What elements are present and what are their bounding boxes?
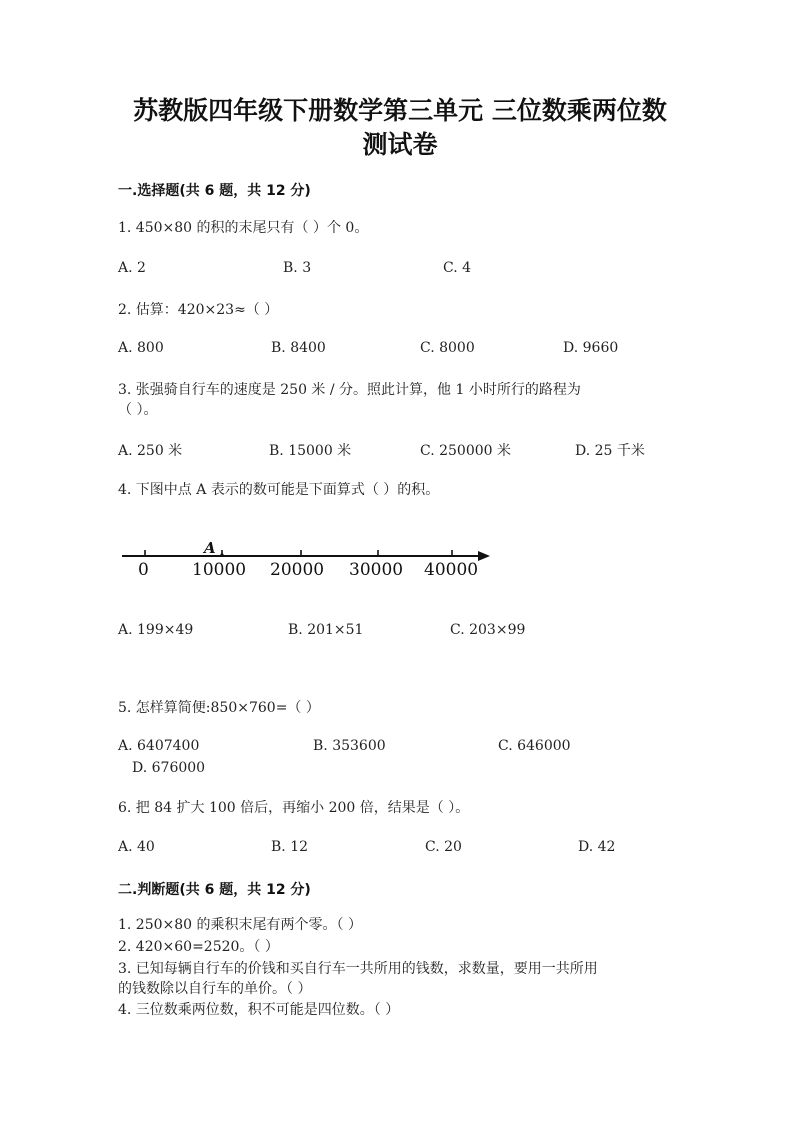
judgement-3-line2: 的钱数除以自行车的单价。（ ） xyxy=(118,981,312,997)
q6-option-d: D. 42 xyxy=(578,839,616,855)
q5-option-d: D. 676000 xyxy=(132,760,206,776)
tick-label-0: 0 xyxy=(138,560,149,580)
q6-option-b: B. 12 xyxy=(271,839,309,855)
q5-option-c: C. 646000 xyxy=(498,738,571,754)
q6-option-c: C. 20 xyxy=(425,839,462,855)
q3-option-d: D. 25 千米 xyxy=(575,443,645,459)
q5-option-a: A. 6407400 xyxy=(118,738,200,754)
q2-option-c: C. 8000 xyxy=(420,340,475,356)
question-5: 5. 怎样算简便:850×760=（ ） xyxy=(118,700,320,716)
tick-label-20000: 20000 xyxy=(270,560,325,580)
judgement-2: 2. 420×60=2520。（ ） xyxy=(118,939,279,955)
number-line-figure xyxy=(118,534,498,584)
q1-option-a: A. 2 xyxy=(118,260,146,276)
tick-label-40000: 40000 xyxy=(424,560,479,580)
judgement-1: 1. 250×80 的乘积末尾有两个零。（ ） xyxy=(118,917,362,933)
page-title-line2: 测试卷 xyxy=(362,130,438,159)
q4-option-c: C. 203×99 xyxy=(450,622,526,638)
question-6: 6. 把 84 扩大 100 倍后，再缩小 200 倍，结果是（ ）。 xyxy=(118,800,470,816)
q1-option-c: C. 4 xyxy=(443,260,472,276)
q3-option-a: A. 250 米 xyxy=(118,443,183,459)
point-a-marker xyxy=(220,553,223,556)
q6-option-a: A. 40 xyxy=(118,839,155,855)
q1-option-b: B. 3 xyxy=(283,260,312,276)
tick-label-10000: 10000 xyxy=(192,560,247,580)
tick-label-30000: 30000 xyxy=(349,560,404,580)
q4-option-b: B. 201×51 xyxy=(288,622,364,638)
question-4: 4. 下图中点 A 表示的数可能是下面算式（ ）的积。 xyxy=(118,482,440,498)
q2-option-a: A. 800 xyxy=(118,340,164,356)
section-heading-choice: 一.选择题(共 6 题，共 12 分) xyxy=(118,183,311,199)
point-a-label: A xyxy=(204,539,216,557)
judgement-4: 4. 三位数乘两位数，积不可能是四位数。（ ） xyxy=(118,1002,400,1018)
q2-option-b: B. 8400 xyxy=(271,340,326,356)
page-title: 苏教版四年级下册数学第三单元 三位数乘两位数 xyxy=(133,96,667,125)
question-3-line2: （ ）。 xyxy=(118,402,158,418)
number-line-arrow xyxy=(478,551,490,561)
question-3: 3. 张强骑自行车的速度是 250 米 / 分。照此计算，他 1 小时所行的路程为 xyxy=(118,382,581,398)
question-2: 2. 估算：420×23≈（ ） xyxy=(118,302,279,318)
question-1: 1. 450×80 的积的末尾只有（ ）个 0。 xyxy=(118,220,369,236)
q5-option-b: B. 353600 xyxy=(313,738,386,754)
q3-option-b: B. 15000 米 xyxy=(269,443,352,459)
q4-option-a: A. 199×49 xyxy=(118,622,194,638)
q2-option-d: D. 9660 xyxy=(563,340,619,356)
section-heading-judgement: 二.判断题(共 6 题，共 12 分) xyxy=(118,882,311,898)
judgement-3: 3. 已知每辆自行车的价钱和买自行车一共所用的钱数，求数量，要用一共所用 xyxy=(118,961,598,977)
q3-option-c: C. 250000 米 xyxy=(420,443,512,459)
